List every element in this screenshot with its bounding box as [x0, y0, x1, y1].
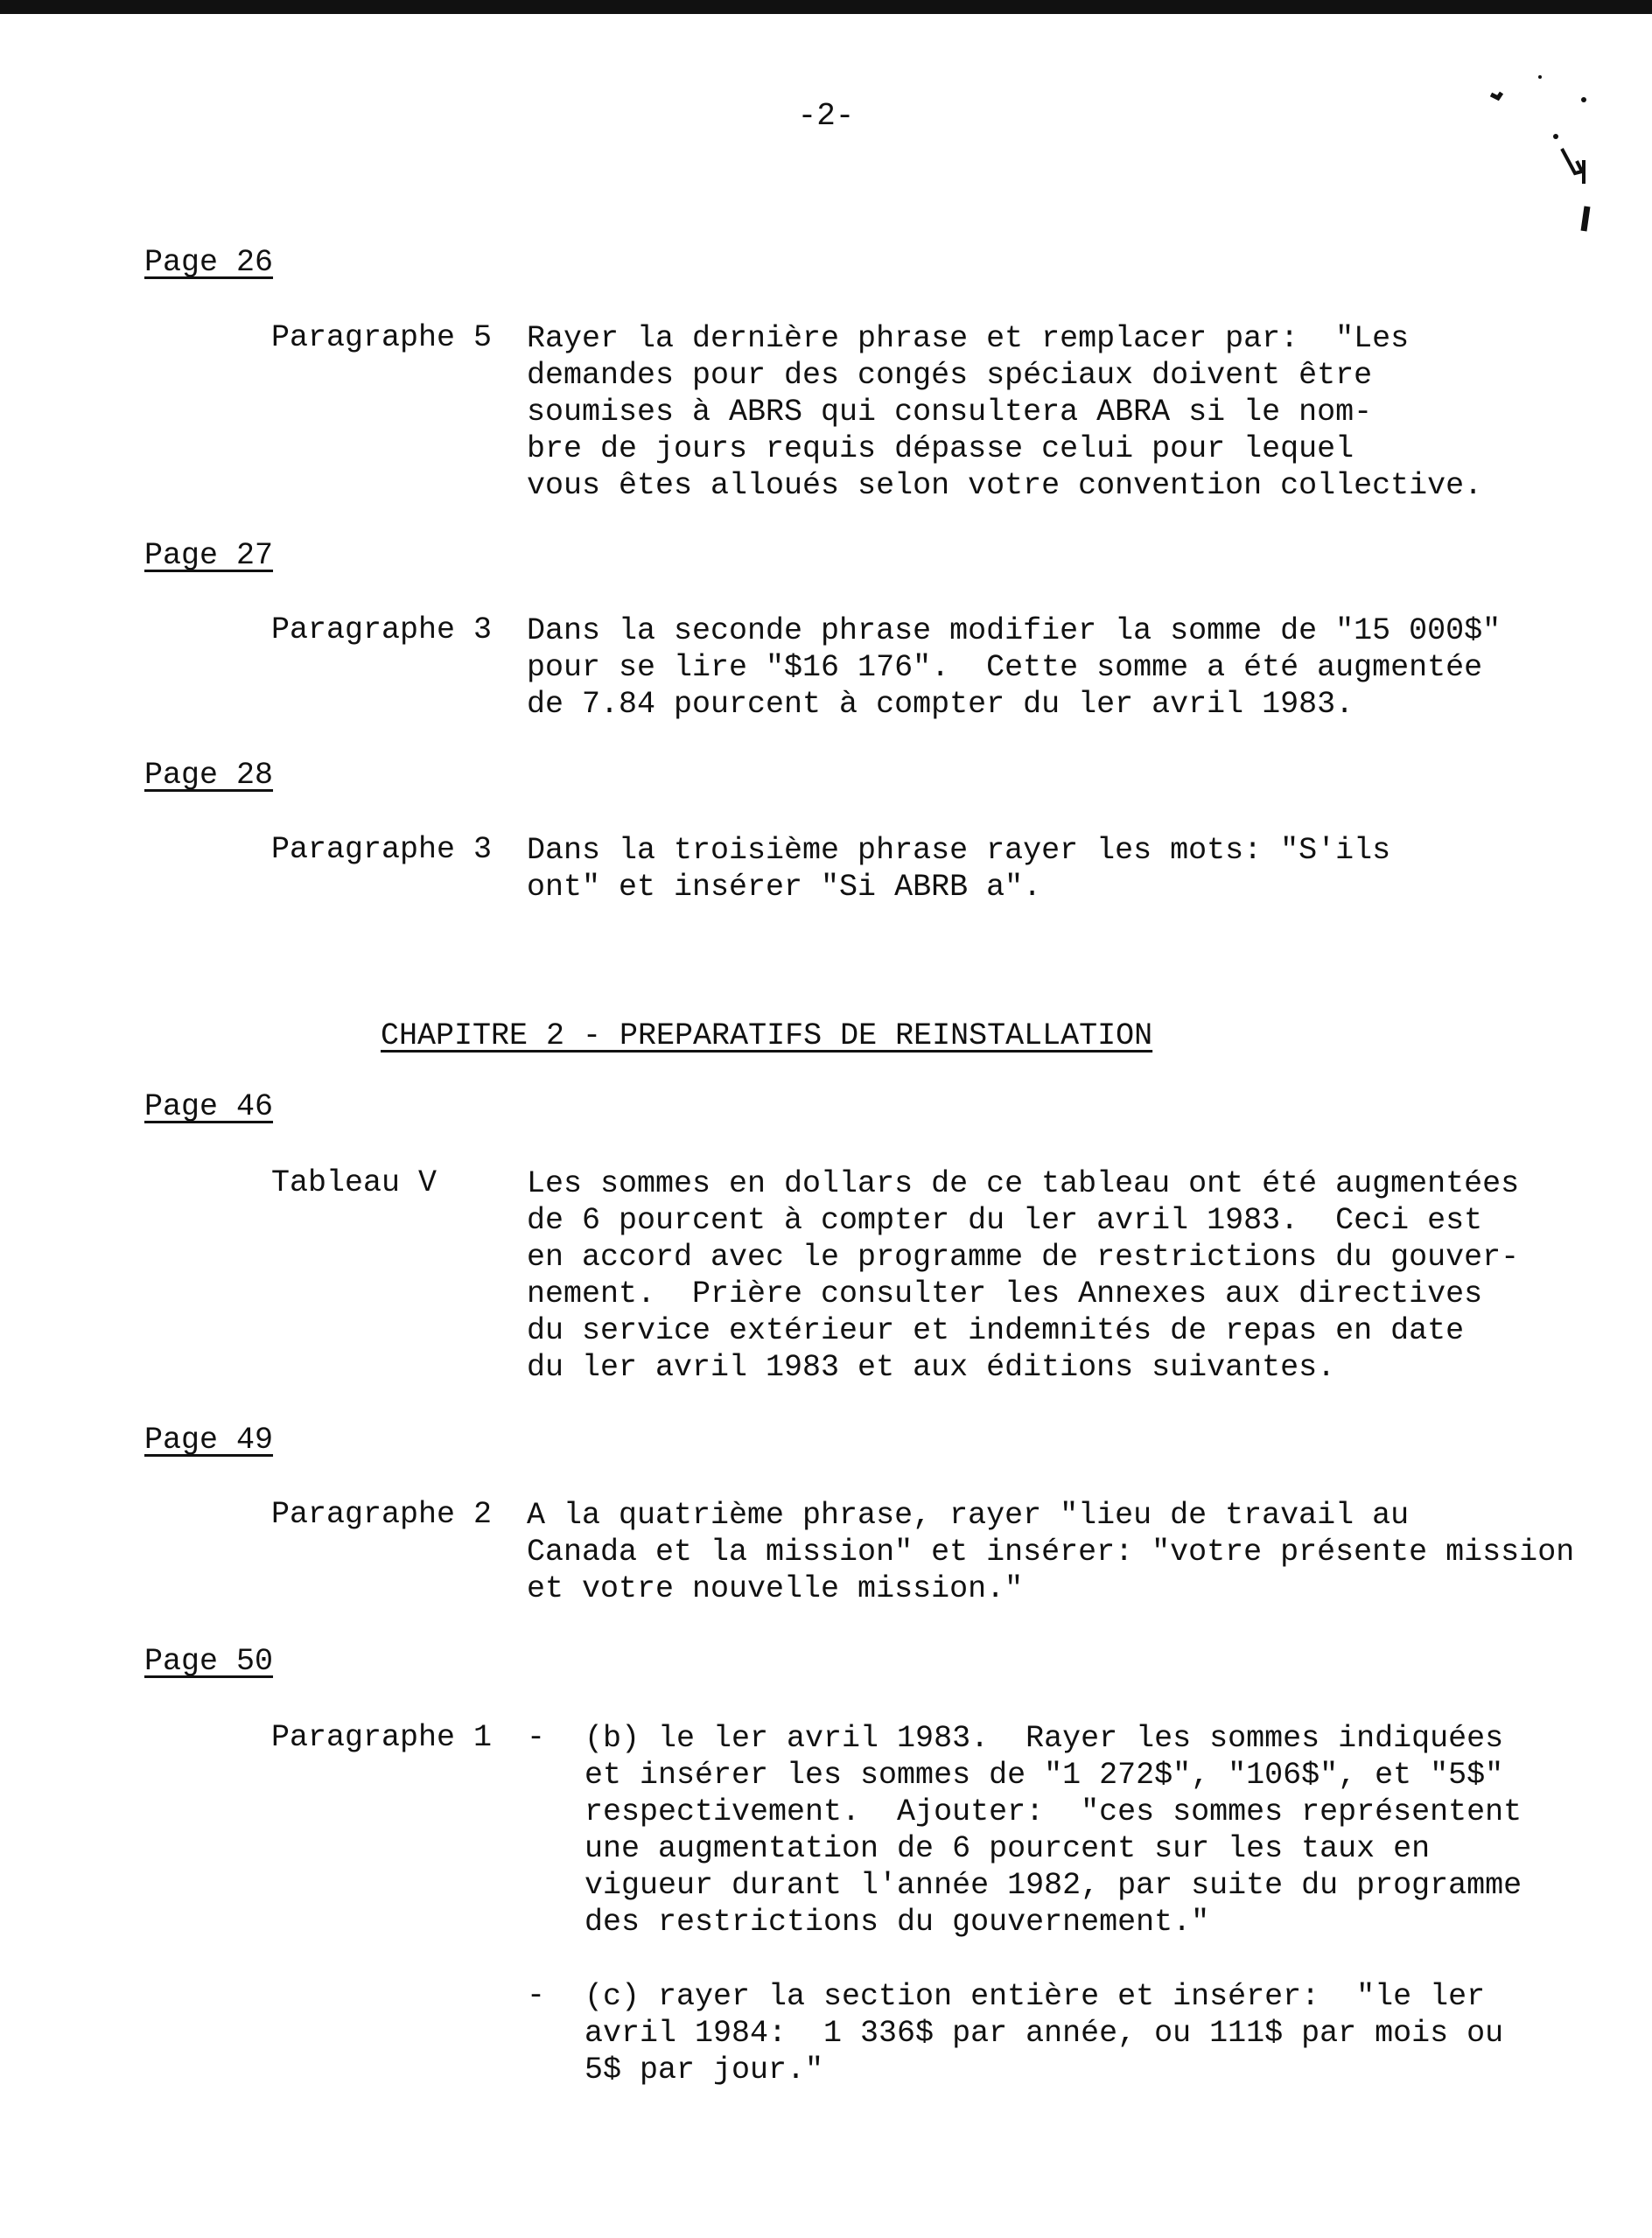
page-heading-26: Page 26 [144, 245, 274, 280]
section-label: Paragraphe 1 [271, 1720, 493, 1755]
list-dash: - [527, 1720, 546, 1755]
section-label: Paragraphe 3 [271, 612, 493, 647]
section-text: A la quatrième phrase, rayer "lieu de travail au Canada et la mission" et insérer: "votre présente mission et votre nouvelle mission." [527, 1498, 1575, 1606]
section-text: Rayer la dernière phrase et remplacer par: "Les demandes pour des congés spéciaux doivent être soumises à ABRS qui consultera ABRA si le nom- bre de jours requis dépasse celui pour lequel vous êtes alloués selon votre convention collective. [527, 321, 1483, 503]
section-label: Paragraphe 3 [271, 832, 493, 867]
list-item: (c) rayer la section entière et insérer: "le ler avril 1984: 1 336$ par année, ou 111$ par mois ou 5$ par jour." [584, 1979, 1504, 2088]
section-text: Dans la seconde phrase modifier la somme de "15 000$" pour se lire "$16 176". Cette somme a été augmentée de 7.84 pourcent à compter du ler avril 1983. [527, 613, 1502, 722]
section-label: Paragraphe 5 [271, 320, 493, 355]
page-heading-50: Page 50 [144, 1644, 274, 1679]
page-heading-46: Page 46 [144, 1089, 274, 1124]
section-text: Dans la troisième phrase rayer les mots: "S'ils ont" et insérer "Si ABRB a". [527, 833, 1391, 905]
page-heading-27: Page 27 [144, 538, 274, 573]
section-label: Paragraphe 2 [271, 1497, 493, 1532]
handwritten-marks-icon [1479, 59, 1619, 243]
list-item: (b) le ler avril 1983. Rayer les sommes indiquées et insérer les sommes de "1 272$", "106$", et "5$" respectivement. Ajouter: "ces sommes représentent une augmentation de 6 pourcent sur les taux en vigueur durant l'année 1982, par suite du programme des restrictions du gouvernement." [584, 1721, 1522, 1940]
page-heading-28: Page 28 [144, 758, 274, 793]
scan-top-edge [0, 0, 1652, 14]
page-heading-49: Page 49 [144, 1423, 274, 1458]
chapter-heading: CHAPITRE 2 - PREPARATIFS DE REINSTALLATION [381, 1018, 1153, 1053]
section-text: Les sommes en dollars de ce tableau ont été augmentées de 6 pourcent à compter du ler avril 1983. Ceci est en accord avec le programme de restrictions du gouver- nement. Prière consulter les Annexes aux directives du service extérieur et indemnités de repas en date du ler avril 1983 et aux éditions suivantes. [527, 1166, 1520, 1385]
page-number: -2- [797, 98, 855, 134]
list-dash: - [527, 1978, 546, 2013]
section-label: Tableau V [271, 1165, 438, 1200]
